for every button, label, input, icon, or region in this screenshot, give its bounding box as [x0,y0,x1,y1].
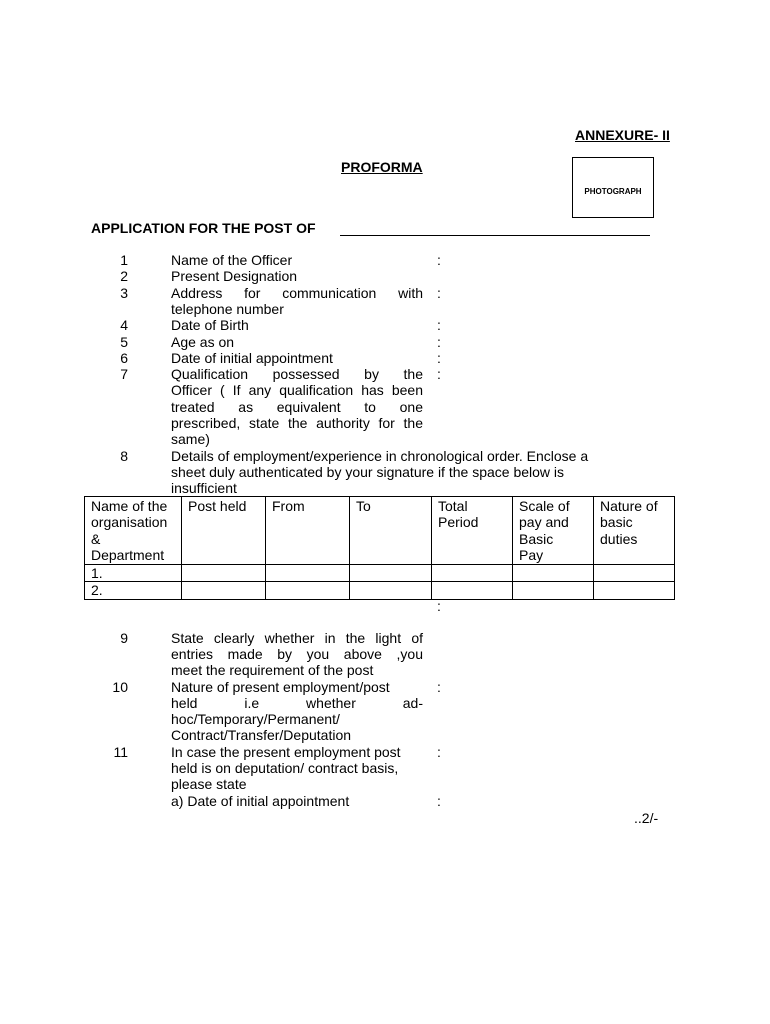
post-name-field[interactable] [340,235,650,236]
table-cell[interactable] [513,582,594,599]
header-total-line1: Total [438,498,468,514]
header-nature-line3: duties [600,530,638,547]
header-total-line2: Period [438,514,479,531]
table-header-cell [513,497,594,565]
item-label-deputation-line1: In case the present employment post [171,744,401,760]
item-label-nature-line2: held i.e whether ad- [171,695,423,711]
photograph-label: PHOTOGRAPH [584,187,642,196]
table-cell[interactable] [350,565,432,582]
table-cell[interactable] [432,582,513,599]
table-cell[interactable] [350,582,432,599]
header-nature-line1: Nature of [600,498,658,514]
item-label-qualification-line1: Qualification possessed by the [171,366,423,382]
proforma-title: PROFORMA [341,159,423,175]
photograph-box[interactable] [572,157,654,218]
item-number: 8 [120,448,128,464]
table-row [85,565,675,582]
item-label-employment-line1: Details of employment/experience in chronological order. Enclose a [171,448,589,464]
application-title: APPLICATION FOR THE POST OF [91,220,316,236]
item-label-qualification-line4: prescribed, state the authority for the [171,415,423,431]
item-label-employment-line3: insufficient [171,480,237,496]
header-scale-line1: Scale of [519,498,570,514]
item-label-present-designation: Present Designation [171,268,298,284]
colon: : [437,252,441,268]
colon: : [437,366,441,382]
colon: : [437,793,441,809]
item-number: 1 [120,252,128,268]
table-header-cell [266,497,350,565]
table-header-cell [594,497,675,565]
item-label-date-of-birth: Date of Birth [171,317,249,333]
item-number: 2 [120,268,128,284]
item-label-qualification-line5: same) [171,431,210,447]
header-from: From [272,498,305,514]
colon: : [437,285,441,301]
table-cell[interactable] [432,565,513,582]
item-number: 10 [112,679,128,695]
header-scale-line2: pay and [519,514,569,531]
table-cell[interactable] [594,582,675,599]
colon: : [437,350,441,366]
header-organisation-line1: Name of the [91,498,168,514]
table-cell[interactable] [594,565,675,582]
colon: : [437,317,441,333]
item-number: 3 [120,285,128,301]
table-row [85,582,675,599]
item-label-nature-line1: Nature of present employment/post [171,679,390,695]
table-cell[interactable] [182,582,266,599]
header-organisation-line2: organisation [91,514,168,531]
colon: : [437,679,441,695]
header-scale-line4: Pay [519,547,544,564]
item-label-deputation-line3: please state [171,776,247,792]
item-number: 9 [120,630,128,646]
row-number-cell: 1. [85,565,182,582]
item-label-nature-line4: Contract/Transfer/Deputation [171,727,352,743]
item-label-address-line2: telephone number [171,301,284,317]
colon: : [437,744,441,760]
item-number: 7 [120,366,128,382]
item-number: 5 [120,334,128,350]
header-organisation-line4: Department [91,547,165,564]
item-label-requirement-line3: meet the requirement of the post [171,662,374,678]
table-header-cell [432,497,513,565]
table-header-row [85,497,675,565]
table-cell[interactable] [266,582,350,599]
row-number-cell: 2. [85,582,182,599]
table-header-cell [182,497,266,565]
header-nature-line2: basic [600,514,633,531]
item-label-age: Age as on [171,334,235,350]
table-header-cell [85,497,182,565]
table-header-cell [350,497,432,565]
table-cell[interactable] [182,565,266,582]
employment-table [84,496,675,600]
header-organisation-line3: & [91,530,101,547]
annexure-label: ANNEXURE- II [575,127,670,143]
item-label-qualification-line2: Officer ( If any qualification has been [171,382,423,398]
table-cell[interactable] [266,565,350,582]
colon: : [437,598,441,614]
item-label-initial-appointment: Date of initial appointment [171,350,333,366]
item-label-address-line1: Address for communication with [171,285,423,301]
item-number: 11 [113,744,128,760]
page-continuation: ..2/- [634,810,659,826]
item-label-requirement-line2: entries made by you above ,you [171,646,423,662]
header-scale-line3: Basic [519,530,554,547]
table-cell[interactable] [513,565,594,582]
item-number: 4 [120,317,128,333]
colon: : [437,334,441,350]
item-label-deputation-line2: held is on deputation/ contract basis, [171,760,399,776]
item-label-employment-line2: sheet duly authenticated by your signature if the space below is [171,464,565,480]
item-number: 6 [120,350,128,366]
item-label-nature-line3: hoc/Temporary/Permanent/ [171,711,340,727]
header-post-held: Post held [188,498,247,514]
item-label-requirement-line1: State clearly whether in the light of [171,630,423,646]
header-to: To [356,498,371,514]
item-label-qualification-line3: treated as equivalent to one [171,399,423,415]
item-label-deputation-line4: a) Date of initial appointment [171,793,350,809]
item-label-officer-name: Name of the Officer [171,252,293,268]
